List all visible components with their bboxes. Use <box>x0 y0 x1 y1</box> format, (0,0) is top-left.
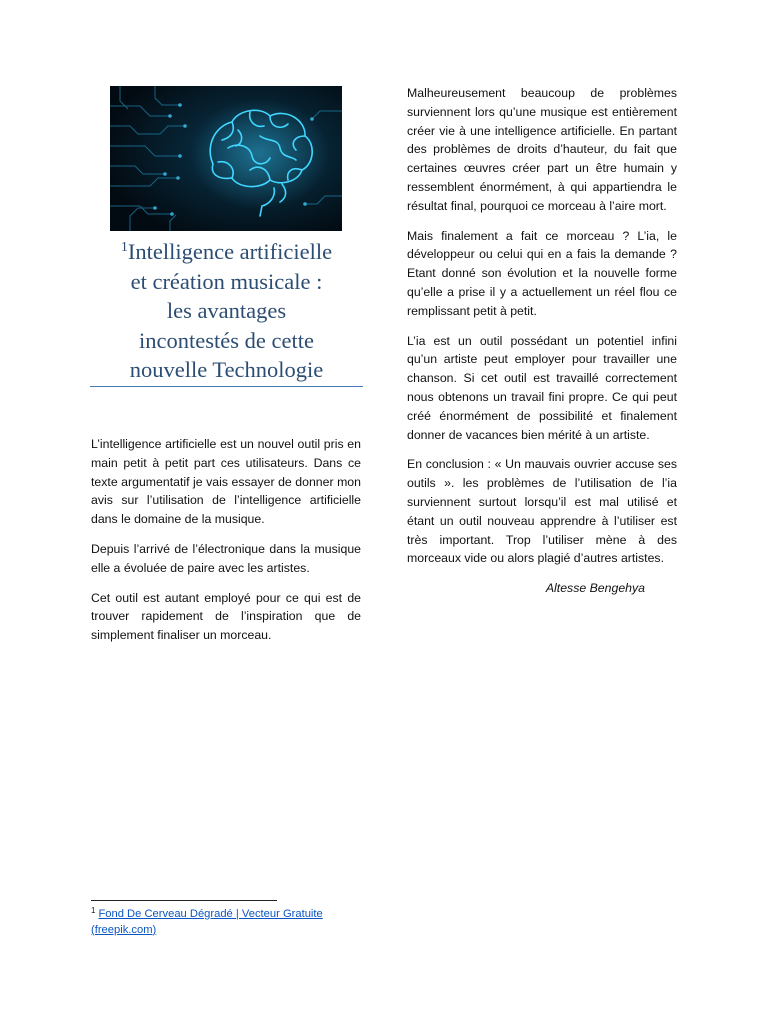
paragraph: Malheureusement beaucoup de problèmes surviennent lors qu’une musique est entièrement créer vie à une intelligence artificielle. En partant des problèmes de droits d’hauteur, du fait que certaines œuvres créer part un être humain y ressemblent énormément, à qui appartiendra le résultat final, pourquoi ce morceau à l’aire mort. <box>407 86 677 213</box>
brain-circuit-icon <box>110 86 342 231</box>
title-underline-divider <box>90 386 363 387</box>
paragraph: En conclusion : « Un mauvais ouvrier accuse ses outils ». les problèmes de l’utilisation de l’ia surviennent surtout lorsqu’il est mal utilisé et étant un outil nouveau apprendre à l’utiliser est très important. Trop l’utiliser mène à des morceaux vide ou alors plagié d’autres artistes. <box>407 457 677 566</box>
paragraph: Depuis l’arrivé de l’électronique dans la musique elle a évoluée de paire avec les artistes. <box>91 541 361 575</box>
right-column <box>407 84 677 609</box>
footnote <box>91 907 371 938</box>
title-line-3: les avantages <box>166 298 287 323</box>
title-footnote-marker: 1 <box>120 240 128 255</box>
paragraph: Mais finalement a fait ce morceau ? L’ia, le développeur ou celui qui en a fais la demande ? Etant donné son évolution et la nouvelle forme qu’elle a prise il y a actuellement un réel flou ce remplissant petit à petit. <box>407 228 677 318</box>
title-line-4: incontestés de cette <box>139 327 314 353</box>
paragraph: L’ia est un outil possédant un potentiel infini qu’un artiste peut employer pour travailler une chanson. Si cet outil est travaillé correctement nous obtenons un travail fini propre. Ce qui peut créé énormément de possibilité et finalement donner de vacances bien mérité à un artiste. <box>407 333 677 442</box>
title-line-5: nouvelle Technologie <box>129 357 324 382</box>
footnote-marker: 1 <box>91 906 96 915</box>
article-title <box>90 237 363 385</box>
title-line-1: $^1$Intelligence artificielle <box>120 239 333 264</box>
left-column <box>91 435 361 656</box>
author-signature: Altesse Bengehya <box>545 581 645 596</box>
brain-circuit-image <box>110 86 342 231</box>
footnote-source-link[interactable]: Fond De Cerveau Dégradé | Vecteur Gratuite (freepik.com) <box>91 908 323 936</box>
title-line-2: et création musicale : <box>130 268 323 294</box>
paragraph: L’intelligence artificielle est un nouvel outil pris en main petit à petit part ces utilisateurs. Dans ce texte argumentatif je vais essayer de donner mon avis sur l’utilisation de l’intelligence artificielle dans le domaine de la musique. <box>91 437 361 527</box>
footnote-divider <box>91 900 277 901</box>
paragraph: Cet outil est autant employé pour ce qui est de trouver rapidement de l’inspiration que de simplement finaliser un morceau. <box>91 590 361 643</box>
